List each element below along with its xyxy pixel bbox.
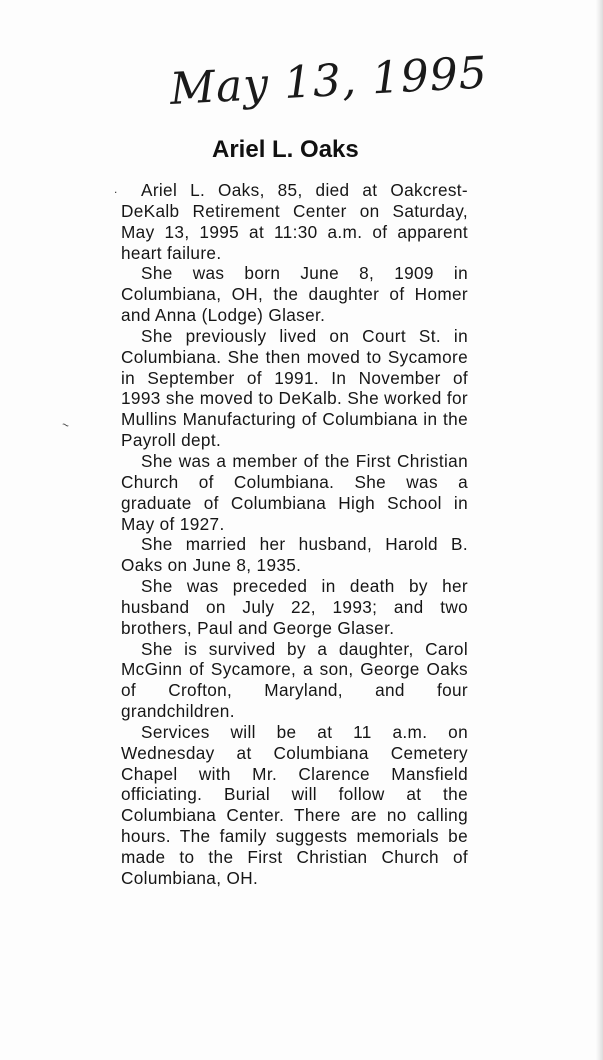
paragraph-church-school: She was a member of the First Christian Church of Columbiana. She was a graduate of Columbiana High School in May of 1927. bbox=[121, 450, 468, 534]
paragraph-preceded: She was preceded in death by her husband on July 22, 1993; and two brothers, Paul and George Glaser. bbox=[121, 576, 468, 638]
handwritten-date: May 13, 1995 bbox=[168, 47, 489, 115]
paragraph-residence-work: She previously lived on Court St. in Columbiana. She then moved to Sycamore in September of 1991. In November of 1993 she moved to DeKalb. She worked for Mullins Manufacturing of Columbiana in the Payroll dept. bbox=[121, 325, 468, 451]
stray-mark-icon: ~ bbox=[59, 417, 72, 433]
paragraph-marriage: She married her husband, Harold B. Oaks on June 8, 1935. bbox=[121, 534, 468, 576]
paragraph-birth: She was born June 8, 1909 in Columbiana, OH, the daughter of Homer and Anna (Lodge) Glaser. bbox=[121, 263, 468, 326]
obituary-headline: Ariel L. Oaks bbox=[212, 136, 359, 163]
paragraph-survived: She is survived by a daughter, Carol McGinn of Sycamore, a son, George Oaks of Crofton, Maryland, and four grandchildren. bbox=[121, 638, 468, 722]
obituary-body bbox=[121, 180, 468, 889]
paragraph-services: Services will be at 11 a.m. on Wednesday at Columbiana Cemetery Chapel with Mr. Clarence Mansfield officiating. Burial will follow at the Columbiana Center. There are no calling hours. The family suggests memorials be made to the First Christian Church of Columbiana, OH. bbox=[121, 721, 468, 888]
paragraph-death-notice: Ariel L. Oaks, 85, died at Oakcrest-DeKalb Retirement Center on Saturday, May 13, 1995 at 11:30 a.m. of apparent heart failure. bbox=[121, 180, 468, 263]
scan-edge-shadow bbox=[595, 0, 603, 1060]
stray-mark-icon: . bbox=[114, 182, 118, 196]
